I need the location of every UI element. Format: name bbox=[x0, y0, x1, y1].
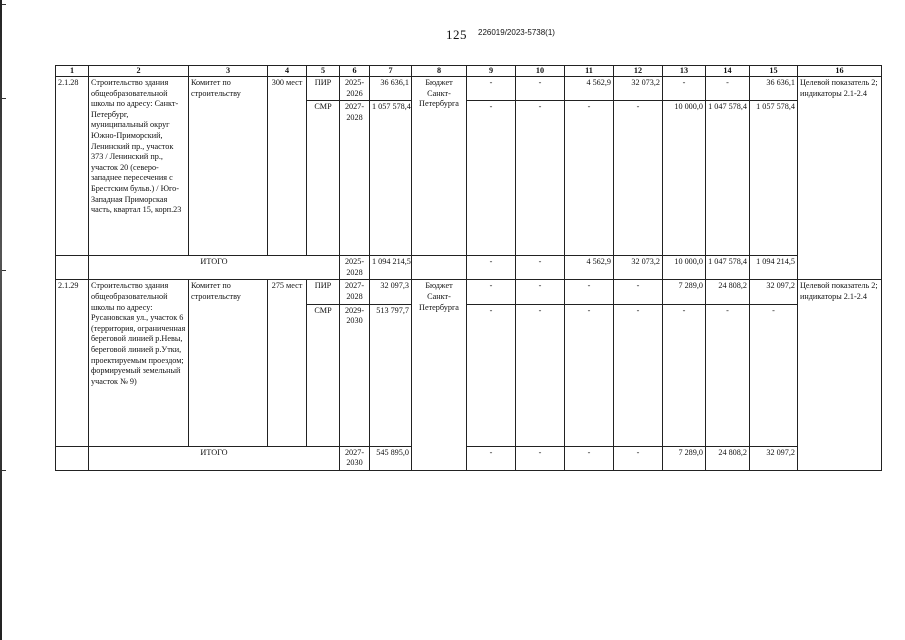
value-cell: - bbox=[706, 304, 750, 446]
column-header: 2 bbox=[89, 66, 189, 77]
value-cell: - bbox=[467, 280, 516, 304]
table-row bbox=[56, 77, 882, 101]
stage-type: ПИР bbox=[307, 77, 340, 101]
value-cell: 1 047 578,4 bbox=[706, 101, 750, 256]
stage-total: 1 057 578,4 bbox=[370, 101, 412, 256]
row-id: 2.1.28 bbox=[56, 77, 89, 256]
document-reference: 226019/2023-5738(1) bbox=[478, 28, 555, 37]
stage-type: ПИР bbox=[307, 280, 340, 304]
scan-edge-mark bbox=[2, 270, 6, 271]
column-header: 13 bbox=[663, 66, 706, 77]
value-cell: - bbox=[614, 280, 663, 304]
row-id: 2.1.29 bbox=[56, 280, 89, 446]
column-header: 3 bbox=[189, 66, 268, 77]
funding-source: Бюджет Санкт-Петербурга bbox=[412, 280, 467, 470]
value-cell: 1 094 214,5 bbox=[750, 256, 798, 280]
stage-period: 2027-2028 bbox=[340, 101, 370, 256]
value-cell: 32 097,2 bbox=[750, 280, 798, 304]
value-cell: 24 808,2 bbox=[706, 446, 750, 470]
stage-total: 36 636,1 bbox=[370, 77, 412, 101]
value-cell: - bbox=[565, 446, 614, 470]
total-value: 1 094 214,5 bbox=[370, 256, 412, 280]
value-cell: - bbox=[663, 77, 706, 101]
value-cell: - bbox=[516, 101, 565, 256]
value-cell: 7 289,0 bbox=[663, 280, 706, 304]
value-cell: - bbox=[565, 304, 614, 446]
capacity: 300 мест bbox=[268, 77, 307, 256]
column-header: 12 bbox=[614, 66, 663, 77]
indicator: Целевой показатель 2; индикаторы 2.1-2.4 bbox=[798, 77, 882, 280]
total-period: 2027-2030 bbox=[340, 446, 370, 470]
value-cell: - bbox=[516, 256, 565, 280]
value-cell: - bbox=[750, 304, 798, 446]
value-cell: - bbox=[614, 446, 663, 470]
stage-type: СМР bbox=[307, 101, 340, 256]
total-row bbox=[56, 446, 882, 470]
object-description: Строительство здания общеобразовательной школы по адресу: Русановская ул., участок 6 (территория, ограниченная береговой линией р.Невы, береговой линией р.Утки, проектируемым проездом; формируемый земельный участок № 9) bbox=[89, 280, 189, 446]
value-cell: 36 636,1 bbox=[750, 77, 798, 101]
value-cell: - bbox=[614, 304, 663, 446]
indicator: Целевой показатель 2; индикаторы 2.1-2.4 bbox=[798, 280, 882, 470]
total-row bbox=[56, 256, 882, 280]
scan-edge-mark bbox=[2, 4, 6, 5]
column-header: 6 bbox=[340, 66, 370, 77]
customer: Комитет по строительству bbox=[189, 280, 268, 446]
stage-period: 2025-2026 bbox=[340, 77, 370, 101]
column-header: 7 bbox=[370, 66, 412, 77]
table-header-row bbox=[56, 66, 882, 77]
total-value: 545 895,0 bbox=[370, 446, 412, 470]
value-cell: 24 808,2 bbox=[706, 280, 750, 304]
value-cell: - bbox=[663, 304, 706, 446]
value-cell: - bbox=[467, 256, 516, 280]
value-cell: - bbox=[565, 101, 614, 256]
value-cell: 4 562,9 bbox=[565, 256, 614, 280]
customer: Комитет по строительству bbox=[189, 77, 268, 256]
stage-period: 2027-2028 bbox=[340, 280, 370, 304]
funding-source: Бюджет Санкт-Петербурга bbox=[412, 77, 467, 256]
total-label: ИТОГО bbox=[89, 256, 340, 280]
total-label: ИТОГО bbox=[89, 446, 340, 470]
value-cell: - bbox=[565, 280, 614, 304]
value-cell: - bbox=[516, 446, 565, 470]
value-cell: 4 562,9 bbox=[565, 77, 614, 101]
budget-table bbox=[55, 65, 882, 471]
value-cell: - bbox=[516, 280, 565, 304]
total-period: 2025-2028 bbox=[340, 256, 370, 280]
column-header: 15 bbox=[750, 66, 798, 77]
value-cell: - bbox=[467, 77, 516, 101]
stage-type: СМР bbox=[307, 304, 340, 446]
value-cell: 32 073,2 bbox=[614, 256, 663, 280]
table-row bbox=[56, 280, 882, 304]
value-cell: 32 097,2 bbox=[750, 446, 798, 470]
value-cell: 10 000,0 bbox=[663, 101, 706, 256]
value-cell: - bbox=[614, 101, 663, 256]
value-cell: - bbox=[467, 304, 516, 446]
column-header: 10 bbox=[516, 66, 565, 77]
column-header: 1 bbox=[56, 66, 89, 77]
column-header: 16 bbox=[798, 66, 882, 77]
value-cell: 7 289,0 bbox=[663, 446, 706, 470]
column-header: 9 bbox=[467, 66, 516, 77]
scan-edge-mark bbox=[2, 470, 6, 471]
scan-edge-mark bbox=[2, 98, 6, 99]
value-cell: - bbox=[516, 77, 565, 101]
value-cell: - bbox=[467, 101, 516, 256]
stage-period: 2029-2030 bbox=[340, 304, 370, 446]
page-number: 125 bbox=[446, 27, 467, 42]
capacity: 275 мест bbox=[268, 280, 307, 446]
value-cell: 10 000,0 bbox=[663, 256, 706, 280]
column-header: 5 bbox=[307, 66, 340, 77]
value-cell: 1 057 578,4 bbox=[750, 101, 798, 256]
value-cell: - bbox=[706, 77, 750, 101]
value-cell: 1 047 578,4 bbox=[706, 256, 750, 280]
value-cell: 32 073,2 bbox=[614, 77, 663, 101]
column-header: 4 bbox=[268, 66, 307, 77]
object-description: Строительство здания общеобразовательной школы по адресу: Санкт-Петербург, муниципальный округ Южно-Приморский, Ленинский пр., участок 373 / Ленинский пр., участок 20 (северо-западнее пересечения с Брестским бульв.) / Юго-Западная Приморская часть, квартал 15, корп.23 bbox=[89, 77, 189, 256]
column-header: 8 bbox=[412, 66, 467, 77]
value-cell: - bbox=[516, 304, 565, 446]
column-header: 14 bbox=[706, 66, 750, 77]
scan-edge-line bbox=[0, 0, 2, 640]
value-cell: - bbox=[467, 446, 516, 470]
stage-total: 513 797,7 bbox=[370, 304, 412, 446]
stage-total: 32 097,3 bbox=[370, 280, 412, 304]
column-header: 11 bbox=[565, 66, 614, 77]
